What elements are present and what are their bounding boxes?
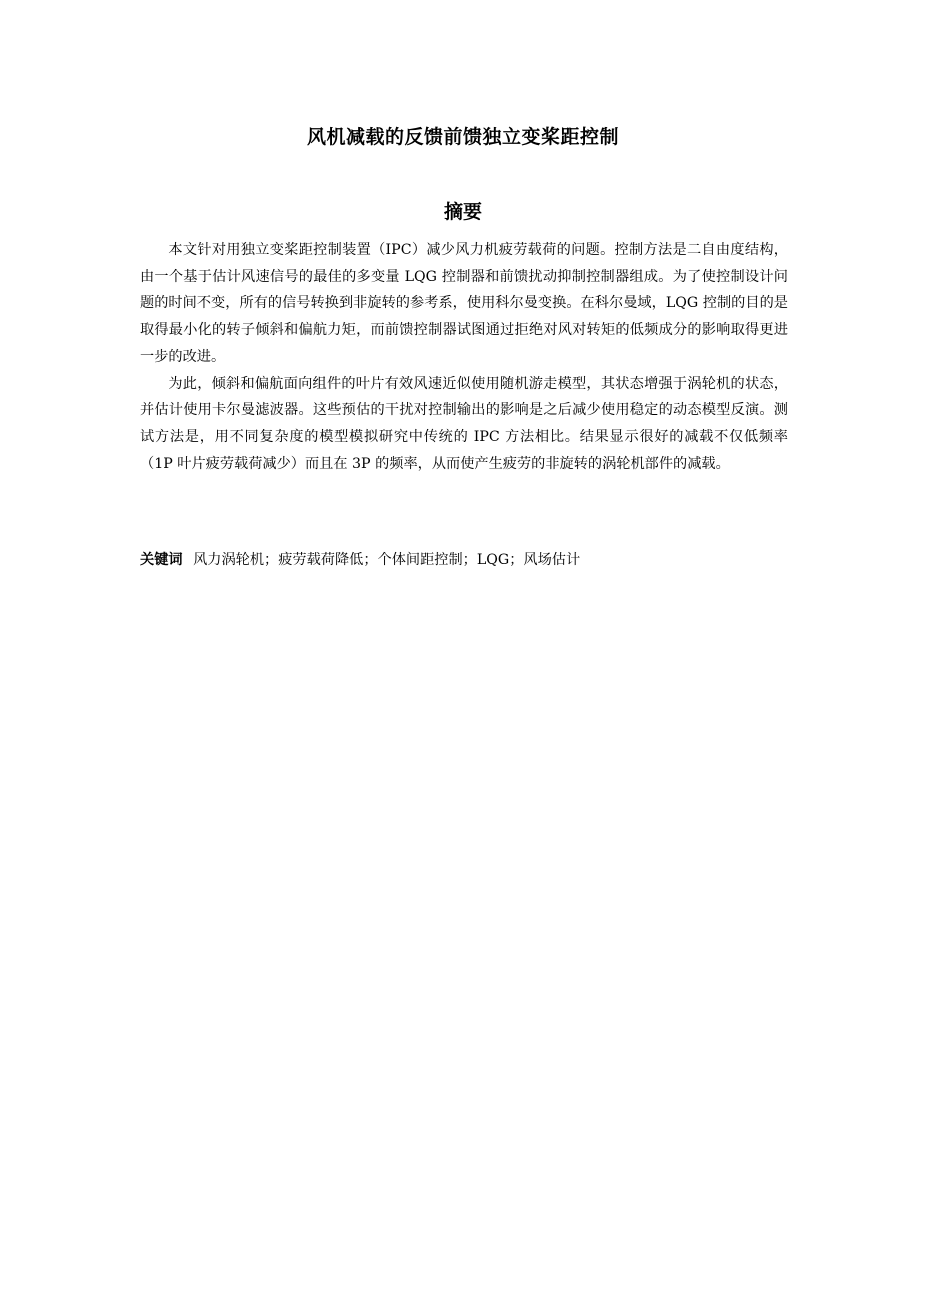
keywords-line (140, 547, 788, 573)
abstract-heading: 摘要 (443, 201, 482, 223)
abstract-paragraph-1: 本文针对用独立变桨距控制装置（IPC）减少风力机疲劳载荷的问题。控制方法是二自由度结构，由一个基于估计风速信号的最佳的多变量 LQG 控制器和前馈扰动抑制控制器组成。为了使控制设计问题的时间不变，所有的信号转换到非旋转的参考系，使用科尔曼变换。在科尔曼域，LQG 控制的目的是取得最小化的转子倾斜和偏航力矩，而前馈控制器试图通过拒绝对风对转矩的低频成分的影响取得更进一步的改进。 (140, 242, 788, 365)
abstract-body (140, 237, 788, 477)
keywords-label: 关键词 (140, 552, 183, 568)
document-title: 风机减载的反馈前馈独立变桨距控制 (306, 126, 619, 148)
keywords-text: 风力涡轮机；疲劳载荷降低；个体间距控制；LQG；风场估计 (193, 552, 581, 568)
abstract-paragraph-2: 为此，倾斜和偏航面向组件的叶片有效风速近似使用随机游走模型，其状态增强于涡轮机的状态，并估计使用卡尔曼滤波器。这些预估的干扰对控制输出的影响是之后减少使用稳定的动态模型反演。测试方法是，用不同复杂度的模型模拟研究中传统的 IPC 方法相比。结果显示很好的减载不仅低频率（1P 叶片疲劳载荷减少）而且在 3P 的频率，从而使产生疲劳的非旋转的涡轮机部件的减载。 (140, 375, 788, 472)
